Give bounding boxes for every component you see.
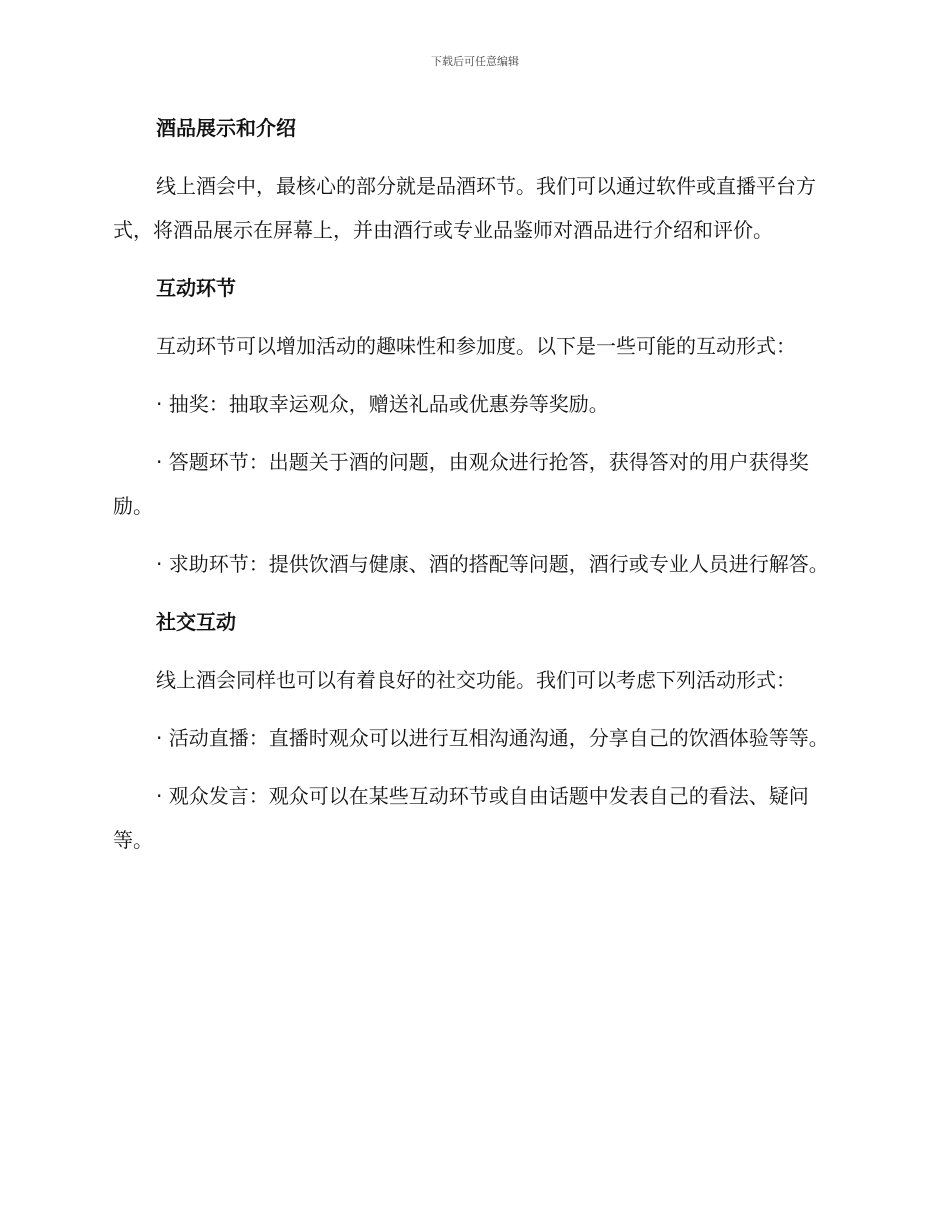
document-body xyxy=(113,106,829,876)
paragraph: 线上酒会同样也可以有着良好的社交功能。我们可以考虑下列活动形式： xyxy=(156,668,796,692)
section-social xyxy=(113,600,829,862)
section-heading: 社交互动 xyxy=(156,610,236,634)
bullet-item: · 抽奖：抽取幸运观众，赠送礼品或优惠券等奖励。 xyxy=(156,392,609,416)
paragraph: 互动环节可以增加活动的趣味性和参加度。以下是一些可能的互动形式： xyxy=(156,334,796,358)
bullet-item: · 答题环节：出题关于酒的问题，由观众进行抢答，获得答对的用户获得奖励。 xyxy=(113,450,809,518)
bullet-item: · 求助环节：提供饮酒与健康、酒的搭配等问题，酒行或专业人员进行解答。 xyxy=(156,552,829,576)
section-interaction xyxy=(113,266,829,586)
section-heading: 酒品展示和介绍 xyxy=(156,116,296,140)
section-wine-display xyxy=(113,106,829,252)
paragraph: 线上酒会中，最核心的部分就是品酒环节。我们可以通过软件或直播平台方式，将酒品展示在屏幕上，并由酒行或专业品鉴师对酒品进行介绍和评价。 xyxy=(113,174,816,242)
section-heading: 互动环节 xyxy=(156,276,236,300)
page-header-note: 下载后可任意编辑 xyxy=(431,55,519,68)
bullet-item: · 观众发言：观众可以在某些互动环节或自由话题中发表自己的看法、疑问等。 xyxy=(113,784,809,852)
bullet-item: · 活动直播：直播时观众可以进行互相沟通沟通，分享自己的饮酒体验等等。 xyxy=(156,726,829,750)
